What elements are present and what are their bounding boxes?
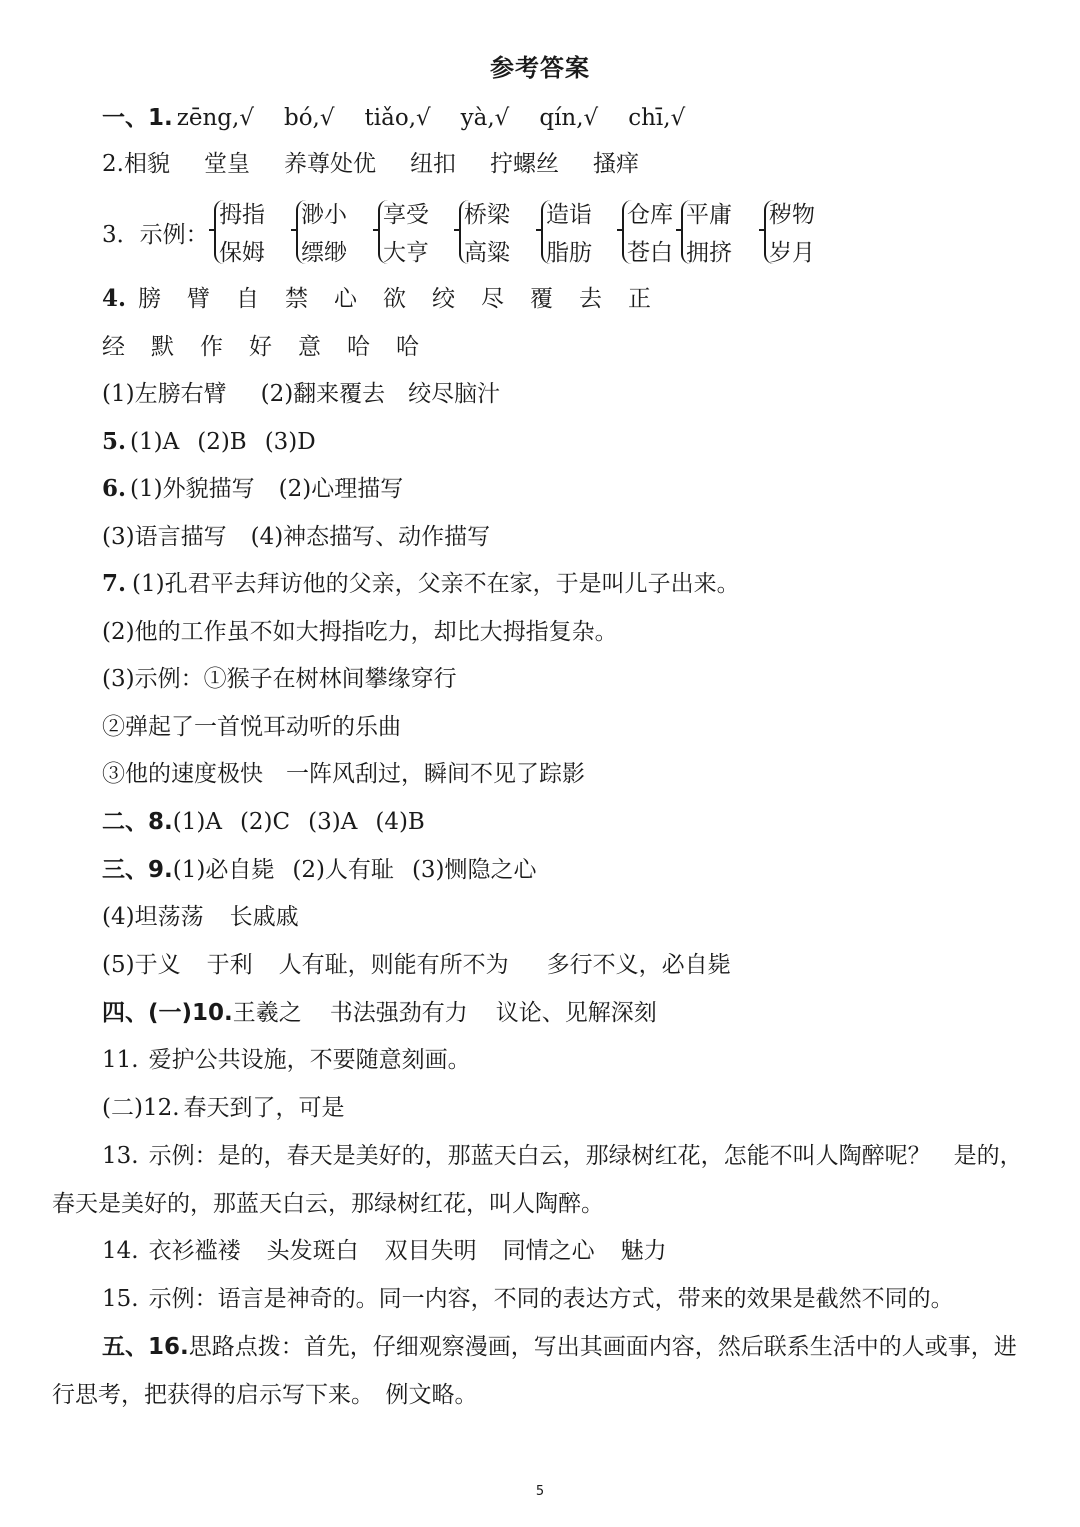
q14-num: 14. [102, 1238, 139, 1264]
q1-item: tiǎo,√ [364, 105, 431, 131]
q7-num: 7. [102, 570, 127, 597]
q9-item: 多行不义，必自毙 [546, 952, 731, 978]
q1-item: bó,√ [283, 105, 335, 131]
q6-item: (4)神态描写、动作描写 [250, 524, 491, 550]
q5-num: 5. [102, 428, 127, 455]
q1-item: chī,√ [628, 105, 686, 131]
q6-line2 [102, 520, 1032, 554]
q3-word-bottom: 苍白 [627, 240, 673, 266]
q8-prefix: 二、8. [102, 809, 173, 835]
q9-line1 [102, 853, 1032, 887]
q4-char: 哈 [347, 334, 370, 360]
q3-word-bottom: 保姆 [219, 240, 265, 266]
q16-prefix: 五、16. [102, 1334, 189, 1360]
q15-line [102, 1282, 1032, 1316]
q1-prefix: 一、1. [102, 105, 173, 131]
q9-item: (4)坦荡荡 [102, 904, 204, 930]
q14-item: 魅力 [620, 1238, 667, 1264]
q2-item: 纽扣 [409, 151, 456, 177]
q4-char: 默 [151, 334, 174, 360]
q6-item: (1)外貌描写 [130, 476, 255, 502]
q9-item: (1)必自毙 [172, 857, 275, 883]
q4-char: 作 [200, 334, 223, 360]
q3-word-top: 平庸 [686, 202, 732, 228]
q7-text: (1)孔君平去拜访他的父亲，父亲不在家，于是叫儿子出来。 [132, 571, 740, 597]
q2-item: 搔痒 [592, 151, 639, 177]
q4-row1 [102, 282, 1032, 316]
q9-line3 [102, 948, 1032, 982]
q4-char: 绞 [432, 286, 455, 312]
q4-row2 [102, 330, 1032, 364]
q4-char: 经 [102, 334, 125, 360]
q4-char: 禁 [285, 286, 308, 312]
page-number: 5 [535, 1484, 545, 1499]
q14-item: 双目失明 [384, 1238, 477, 1264]
q4-answer: (1)左膀右臂 [102, 381, 227, 407]
q9-item: (3)恻隐之心 [411, 857, 537, 883]
q3-word-top: 拇指 [219, 202, 265, 228]
q3-label: 3．示例： [102, 222, 209, 248]
q9-item: (2)人有耻 [292, 857, 394, 883]
q3-word-top: 桥梁 [464, 202, 510, 228]
q6-line1 [102, 472, 1032, 506]
q2-item: 相貌 [123, 151, 170, 177]
q10-prefix: 四、(一)10. [102, 1000, 233, 1026]
q12-prefix: (二)12. [102, 1095, 180, 1121]
q4-char: 臂 [187, 286, 210, 312]
q14-item: 头发斑白 [266, 1238, 359, 1264]
q3-word-top: 造诣 [546, 202, 592, 228]
q4-char: 膀 [138, 286, 161, 312]
q10-line [102, 996, 1032, 1030]
q14-line [102, 1234, 1032, 1268]
q3-word-top: 仓库 [627, 202, 673, 228]
q8-item: (3)A [308, 809, 358, 835]
q3-word-top: 秽物 [769, 202, 815, 228]
q2-item: 养尊处优 [283, 151, 376, 177]
q3-word-bottom: 脂肪 [546, 240, 592, 266]
q1-line [102, 101, 1032, 135]
q1-item: yà,√ [460, 105, 510, 131]
q13-text: 示例：是的，春天是美好的，那蓝天白云，那绿树红花，怎能不叫人陶醉呢？ 是的，春天是美好的，那蓝天白云，那绿树红花，叫人陶醉。 [52, 1143, 1023, 1217]
q3-word-top: 渺小 [301, 202, 347, 228]
q4-char: 哈 [396, 334, 419, 360]
q4-char: 欲 [383, 286, 406, 312]
q6-num: 6. [102, 475, 127, 502]
q6-item: (2)心理描写 [278, 476, 404, 502]
q4-num: 4. [102, 285, 127, 312]
q4-char: 意 [298, 334, 321, 360]
q2-item: 拧螺丝 [489, 151, 559, 177]
q6-item: (3)语言描写 [102, 524, 227, 550]
q15-text: 示例：语言是神奇的。同一内容，不同的表达方式，带来的效果是截然不同的。 [148, 1286, 954, 1312]
q2-num: 2. [102, 151, 124, 177]
q13-paragraph [52, 1132, 1032, 1228]
q9-prefix: 三、9. [102, 857, 173, 883]
q8-item: (2)C [239, 809, 291, 835]
q8-item: (4)B [375, 809, 425, 835]
q8-line [102, 805, 1032, 839]
q11-text: 爱护公共设施，不要随意刻画。 [148, 1047, 471, 1073]
q14-item: 衣衫褴褛 [148, 1238, 241, 1264]
q9-item: 人有耻，则能有所不为 [278, 952, 509, 978]
q4-char: 去 [579, 286, 602, 312]
q4-char: 正 [628, 286, 651, 312]
q4-char: 自 [236, 286, 259, 312]
q10-item: 王羲之 [232, 1000, 302, 1026]
q1-item: zēng,√ [176, 105, 254, 131]
q10-item: 书法强劲有力 [329, 1000, 468, 1026]
q5-line [102, 425, 1032, 459]
q10-item: 议论、见解深刻 [495, 1000, 657, 1026]
q16-paragraph [52, 1323, 1032, 1419]
q5-item: (1)A [130, 429, 180, 455]
q9-line2 [102, 900, 1032, 934]
q11-num: 11. [102, 1047, 139, 1073]
q4-char: 心 [334, 286, 357, 312]
q3-word-bottom: 大亨 [383, 240, 429, 266]
q5-item: (2)B [197, 429, 247, 455]
q5-item: (3)D [264, 429, 316, 455]
q13-num: 13. [102, 1143, 139, 1169]
q4-answer: (2)翻来覆去 绞尽脑汁 [260, 381, 501, 407]
q3-word-bottom: 高粱 [464, 240, 510, 266]
q12-line [102, 1091, 1032, 1125]
q7-line2: (2)他的工作虽不如大拇指吃力，却比大拇指复杂。 [102, 619, 618, 645]
q14-item: 同情之心 [502, 1238, 595, 1264]
q7-line1 [102, 567, 1032, 601]
q7-line5: ③他的速度极快 一阵风刮过，瞬间不见了踪影 [102, 761, 585, 787]
q3-word-bottom: 缥缈 [301, 240, 347, 266]
q7-line3: (3)示例：①猴子在树林间攀缘穿行 [102, 666, 457, 692]
page-title: 参考答案 [490, 54, 590, 82]
q4-char: 覆 [530, 286, 553, 312]
q1-item: qín,√ [539, 105, 599, 131]
q9-item: (5)于义 [102, 952, 181, 978]
q2-line [102, 147, 1032, 181]
q9-item: 于利 [206, 952, 253, 978]
q3-word-bottom: 岁月 [769, 240, 815, 266]
q15-num: 15. [102, 1286, 139, 1312]
q11-line [102, 1043, 1032, 1077]
q16-text: 思路点拨：首先，仔细观察漫画，写出其画面内容，然后联系生活中的人或事，进行思考，把获得的启示写下来。 例文略。 [52, 1334, 1017, 1408]
q2-item: 堂皇 [203, 151, 250, 177]
q12-text: 春天到了，可是 [183, 1095, 345, 1121]
q4-line3 [102, 377, 1032, 411]
q4-char: 尽 [481, 286, 504, 312]
q3-word-top: 享受 [383, 202, 429, 228]
q8-item: (1)A [172, 809, 222, 835]
q4-char: 好 [249, 334, 272, 360]
q9-item: 长戚戚 [229, 904, 299, 930]
q3-word-bottom: 拥挤 [686, 240, 732, 266]
q7-line4: ②弹起了一首悦耳动听的乐曲 [102, 714, 401, 740]
